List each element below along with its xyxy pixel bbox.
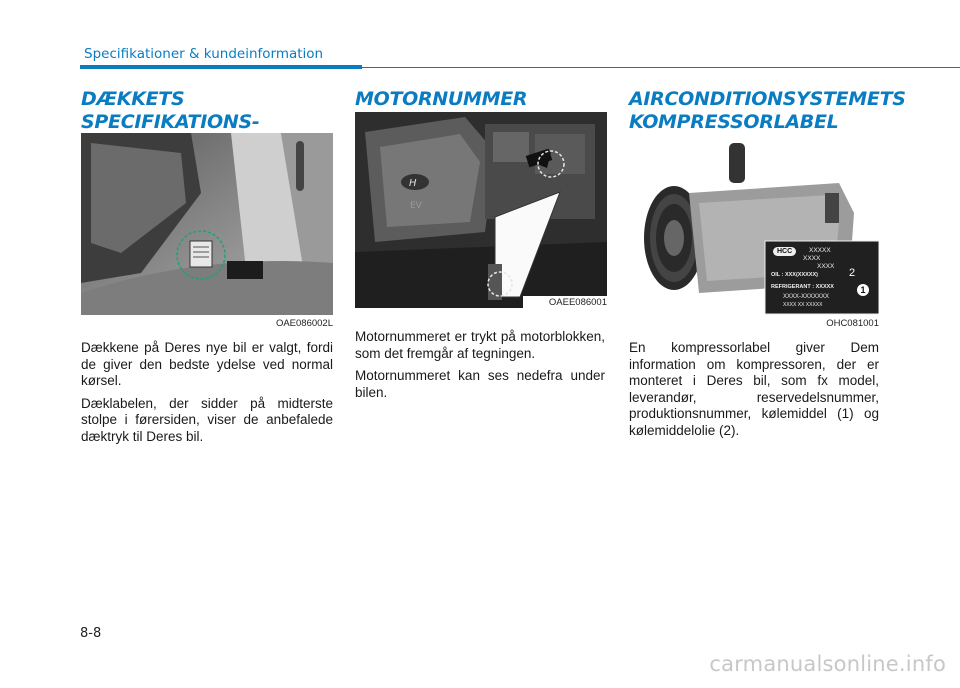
label-line: XXXXX xyxy=(809,247,831,254)
refrigerant-line: REFRIGERANT : XXXXX xyxy=(771,284,834,290)
section-body-tire-label xyxy=(81,340,333,451)
title-line: KOMPRESSORLABEL xyxy=(629,111,839,133)
svg-text:EV: EV xyxy=(410,201,422,211)
photo-door-pillar xyxy=(81,133,333,315)
image-code: OAEE086001 xyxy=(523,296,609,309)
section-title-engine-number xyxy=(355,88,615,111)
header-rule-thin xyxy=(362,67,960,68)
paragraph: Motornummeret er trykt på motorblokken, som det fremgår af tegningen. xyxy=(355,329,605,361)
photo-engine-bay xyxy=(355,112,607,308)
section-title-compressor-label xyxy=(629,88,906,134)
label-line: XXXX xyxy=(803,255,821,262)
title-line: AIRCONDITIONSYSTEMETS xyxy=(629,88,906,110)
paragraph: Dækkene på Deres nye bil er valgt, fordi de giver den bedste ydelse ved normal kørsel. xyxy=(81,340,333,388)
label-code: XXXX XX XXXXX xyxy=(783,302,823,308)
section-header-title: Specifikationer & kundeinformation xyxy=(84,46,324,62)
image-code: OAE086002L xyxy=(275,318,333,329)
callout-number: 2 xyxy=(849,267,856,279)
image-code: OHC081001 xyxy=(826,318,879,329)
paragraph: Dæklabelen, der sidder på midterste stolpe i førersiden, viser de anbefalede dæktryk til Deres bil. xyxy=(81,395,333,444)
paragraph: En kompressorlabel giver Dem information om kompressoren, der er monteret i Deres bil, som fx model, leverandør, reservedelsnummer, produktionsnummer, kølemiddel (1) og kølemiddelolie (2). xyxy=(629,340,879,438)
oil-line: OIL : XXX(XXXXX) xyxy=(771,272,818,278)
title-line: DÆKKETS SPECIFIKATIONS- xyxy=(81,88,260,133)
section-body-engine-number xyxy=(355,329,605,407)
photo-compressor xyxy=(629,133,879,316)
brand-badge: HCC xyxy=(773,247,796,256)
title-line: MOTORNUMMER xyxy=(355,88,528,110)
watermark: carmanualsonline.info xyxy=(709,652,946,676)
header-rule-thick xyxy=(80,65,362,69)
label-line: XXXX xyxy=(817,263,835,270)
compressor-label-plate xyxy=(769,244,877,312)
page-number: 8-8 xyxy=(80,626,102,641)
section-body-compressor-label xyxy=(629,340,879,445)
callout-number: 1 xyxy=(857,284,869,296)
label-code: XXXX-XXXXXXX xyxy=(783,294,830,300)
svg-text:H: H xyxy=(409,178,417,189)
paragraph: Motornummeret kan ses nedefra under bilen. xyxy=(355,368,605,400)
